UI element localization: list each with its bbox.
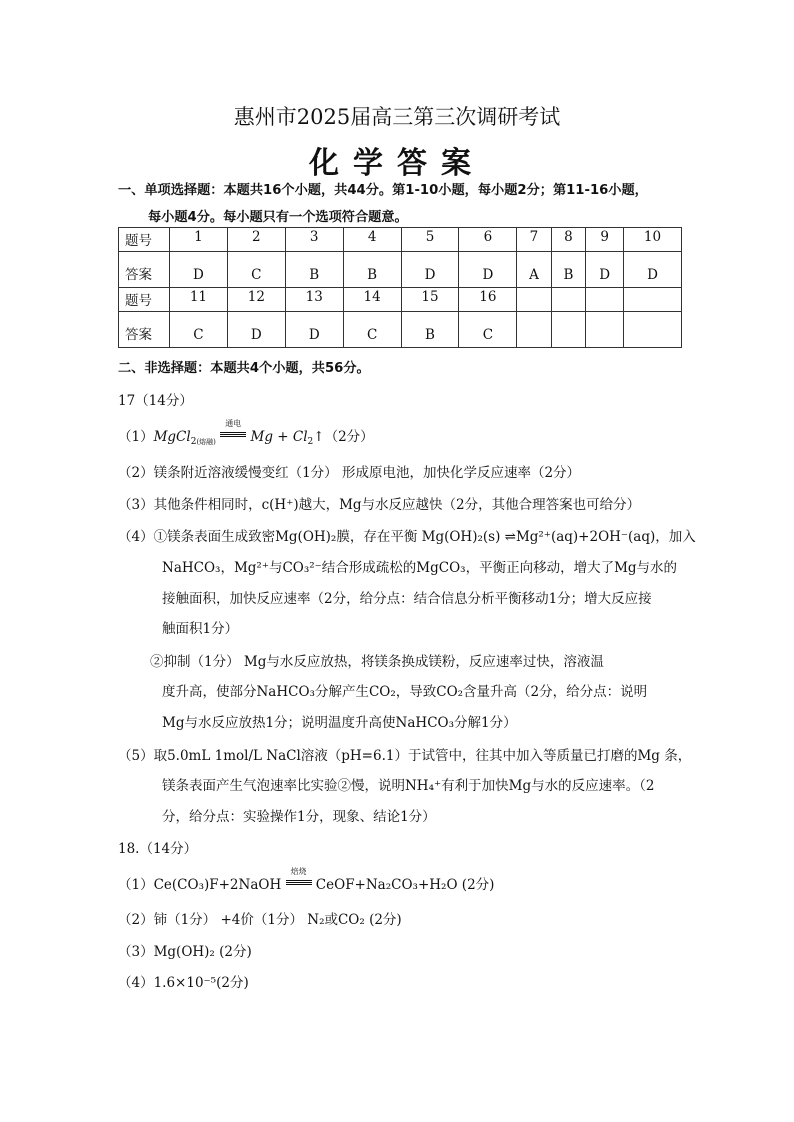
answer-cell: B xyxy=(343,252,401,288)
answer-cell: C xyxy=(343,312,401,348)
answer-cell: D xyxy=(227,312,285,348)
q18-part4: （4）1.6×10⁻⁵(2分) xyxy=(118,975,249,991)
formula-subscript: 2 xyxy=(307,437,314,447)
q17-part4-line5: ②抑制（1分） Mg与水反应放热，将镁条换成镁粉，反应速率过快，溶液温 xyxy=(150,654,604,670)
exam-title: 惠州市2025届高三第三次调研考试 xyxy=(233,105,561,129)
answer-cell: D xyxy=(459,252,517,288)
table-row xyxy=(119,228,682,252)
answer-cell: D xyxy=(586,252,624,288)
question-number: 1 xyxy=(170,228,228,252)
gas-arrow-icon: ↑ xyxy=(313,429,325,445)
row-label: 答案 xyxy=(119,312,170,348)
question-number: 10 xyxy=(623,228,681,252)
question-number: 16 xyxy=(459,288,517,312)
part-label: （1） xyxy=(118,429,154,445)
section1-heading: 一、单项选择题：本题共16个小题，共44分。第1-10小题，每小题2分；第11-16小题， xyxy=(118,183,648,198)
question-number: 6 xyxy=(459,228,517,252)
answer-cell: C xyxy=(170,312,228,348)
answer-cell: C xyxy=(227,252,285,288)
q17-part5-line2: 镁条表面产生气泡速率比实验②慢，说明NH₄⁺有利于加快Mg与水的反应速率。（2 xyxy=(162,778,655,794)
q17-part4-line3: 接触面积，加快反应速率（2分，给分点：结合信息分析平衡移动1分；增大反应接 xyxy=(162,591,652,607)
q17-part5-line1: （5）取5.0mL 1mol/L NaCl溶液（pH=6.1）于试管中，往其中加入等质量已打磨的Mg 条， xyxy=(118,748,692,764)
question-number: 7 xyxy=(517,228,551,252)
question-number xyxy=(517,288,551,312)
q18-part1 xyxy=(118,867,495,893)
row-label: 题号 xyxy=(119,288,170,312)
answer-cell: C xyxy=(459,312,517,348)
q17-part4-line7: Mg与水反应放热1分；说明温度升高使NaHCO₃分解1分） xyxy=(162,715,517,731)
answer-cell: D xyxy=(623,252,681,288)
table-row xyxy=(119,252,682,288)
answer-table xyxy=(118,227,682,348)
formula-reactant: MgCl xyxy=(153,429,191,445)
q18-title: 18.（14分） xyxy=(118,841,198,857)
formula-subscript: 2 xyxy=(190,437,197,447)
q18-part2: （2）铈（1分） +4价（1分） N₂或CO₂ (2分) xyxy=(118,912,402,928)
q17-part2: （2）镁条附近溶液缓慢变红（1分） 形成原电池，加快化学反应速率（2分） xyxy=(118,465,581,481)
answer-cell: B xyxy=(285,252,343,288)
question-number xyxy=(586,288,624,312)
answer-cell xyxy=(517,312,551,348)
reactants: （1）Ce(CO₃)F+2NaOH xyxy=(118,877,286,893)
row-label: 题号 xyxy=(119,228,170,252)
answer-cell: D xyxy=(285,312,343,348)
equals-sign-icon xyxy=(286,880,312,885)
score: （2分） xyxy=(324,429,374,445)
q18-part3: （3）Mg(OH)₂ (2分) xyxy=(118,944,252,960)
answer-cell xyxy=(586,312,624,348)
answer-title: 化学答案 xyxy=(309,146,485,181)
row-label: 答案 xyxy=(119,252,170,288)
formula-products: Mg + Cl xyxy=(250,429,308,445)
reaction-condition xyxy=(286,867,312,893)
equals-sign-icon xyxy=(220,432,246,437)
q17-part4-line1: （4）①镁条表面生成致密Mg(OH)₂膜，存在平衡 Mg(OH)₂(s) ⇌Mg²⁺(aq)+2OH⁻(aq)，加入 xyxy=(118,529,696,545)
answer-cell: D xyxy=(401,252,459,288)
question-number xyxy=(623,288,681,312)
answer-cell xyxy=(623,312,681,348)
answer-cell: B xyxy=(551,252,586,288)
q17-part4-line6: 度升高，使部分NaHCO₃分解产生CO₂，导致CO₂含量升高（2分，给分点：说明 xyxy=(162,684,648,700)
q17-part1 xyxy=(118,419,374,447)
q17-part4-line2: NaHCO₃，Mg²⁺与CO₃²⁻结合形成疏松的MgCO₃，平衡正向移动，增大了Mg与水的 xyxy=(162,560,678,576)
question-number: 11 xyxy=(170,288,228,312)
question-number: 13 xyxy=(285,288,343,312)
table-row xyxy=(119,312,682,348)
question-number: 4 xyxy=(343,228,401,252)
answer-cell: D xyxy=(170,252,228,288)
reaction-condition xyxy=(220,419,246,445)
answer-cell: B xyxy=(401,312,459,348)
question-number: 2 xyxy=(227,228,285,252)
q17-part5-line3: 分，给分点：实验操作1分，现象、结论1分） xyxy=(162,809,436,825)
question-number: 12 xyxy=(227,288,285,312)
condition-label: 焙烧 xyxy=(290,867,307,876)
products: CeOF+Na₂CO₃+H₂O (2分) xyxy=(311,877,495,893)
q17-part3: （3）其他条件相同时，c(H⁺)越大，Mg与水反应越快（2分，其他合理答案也可给分） xyxy=(118,497,641,513)
question-number: 5 xyxy=(401,228,459,252)
section2-heading: 二、非选择题：本题共4个小题，共56分。 xyxy=(118,361,370,376)
answer-cell: A xyxy=(517,252,551,288)
answer-cell xyxy=(551,312,586,348)
question-number: 8 xyxy=(551,228,586,252)
question-number xyxy=(551,288,586,312)
q17-title: 17（14分） xyxy=(118,393,193,409)
state-label: (熔融) xyxy=(196,438,216,446)
question-number: 9 xyxy=(586,228,624,252)
table-row xyxy=(119,288,682,312)
q17-part4-line4: 触面积1分） xyxy=(162,621,239,637)
question-number: 14 xyxy=(343,288,401,312)
section1-heading-cont: 每小题4分。每小题只有一个选项符合题意。 xyxy=(148,210,408,225)
question-number: 3 xyxy=(285,228,343,252)
question-number: 15 xyxy=(401,288,459,312)
condition-label: 通电 xyxy=(225,419,242,428)
